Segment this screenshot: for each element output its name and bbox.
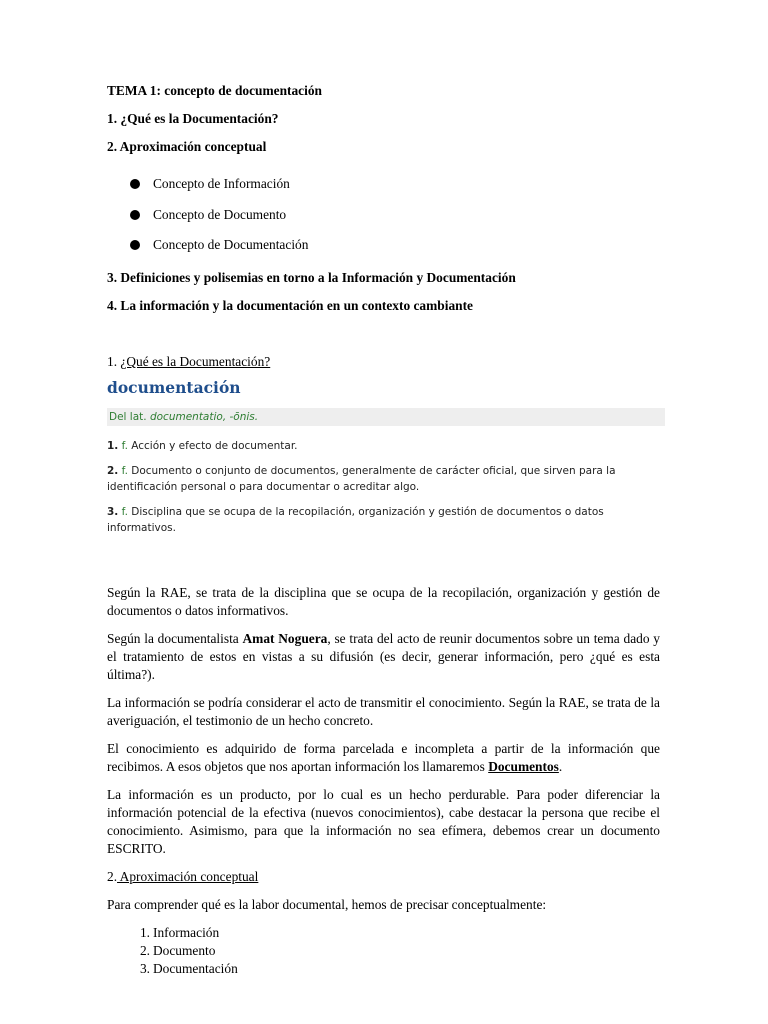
dictionary-sense <box>107 438 665 454</box>
paragraph-text: . <box>558 759 563 774</box>
author-name: Amat Noguera <box>242 631 328 646</box>
paragraph-producto: La información es un producto, por lo cual es un hecho perdurable. Para poder diferenciar la información potencial de la efectiva (nuevos conocimientos), cabe destacar la persona que recibe el conocimiento. Asimismo, para que la información no sea efímera, debemos crear un documento ESCRITO. <box>107 787 660 856</box>
sense-text: Acción y efecto de documentar. <box>131 440 298 452</box>
toc-item-2: 2. Aproximación conceptual <box>107 139 267 154</box>
bullet-text: Concepto de Documento <box>153 207 287 222</box>
sense-abbr: f. <box>118 465 132 477</box>
section-number: 1. <box>107 354 121 369</box>
etymology-prefix: Del lat. <box>109 411 150 423</box>
paragraph-rae: Según la RAE, se trata de la disciplina que se ocupa de la recopilación, organización y gestión de documentos o datos informativos. <box>107 585 660 618</box>
bullet-icon <box>130 210 140 220</box>
bullet-icon <box>130 240 140 250</box>
item-number: 1. <box>139 925 150 940</box>
sense-number: 3. <box>107 506 119 518</box>
toc-item-4: 4. La información y la documentación en un contexto cambiante <box>107 298 473 313</box>
sense-number: 1. <box>107 440 119 452</box>
section-1-heading <box>107 353 660 371</box>
dictionary-sense <box>107 463 665 495</box>
paragraph-conocimiento <box>107 740 660 776</box>
sense-abbr: f. <box>118 440 132 452</box>
toc-item-3: 3. Definiciones y polisemias en torno a la Información y Documentación <box>107 270 516 285</box>
paragraph-text: , se trata del acto de reunir documentos sobre un tema dado y el tratamiento de estos en vistas a su difusión (es decir, generar información, pero ¿qué es esta última?). <box>107 631 660 682</box>
section-2-heading <box>107 868 660 886</box>
bullet-text: Concepto de Información <box>153 176 290 191</box>
etymology-term: documentatio, -ōnis. <box>149 411 259 423</box>
paragraph-comprender: Para comprender qué es la labor documental, hemos de precisar conceptualmente: <box>107 897 547 912</box>
dictionary-etymology <box>107 408 665 426</box>
term-documentos: Documentos <box>488 759 559 774</box>
paragraph-amat <box>107 630 660 684</box>
paragraph-text: El conocimiento es adquirido de forma parcelada e incompleta a partir de la información que recibimos. A esos objetos que nos aportan información los llamaremos <box>107 741 660 774</box>
dictionary-entry-image <box>107 378 665 538</box>
sense-text: Disciplina que se ocupa de la recopilación, organización y gestión de documentos o datos informativos. <box>107 506 604 534</box>
bullet-text: Concepto de Documentación <box>153 237 309 252</box>
item-text: Documento <box>153 943 216 958</box>
item-number: 2. <box>139 943 150 958</box>
section-title: Aproximación conceptual <box>117 869 259 884</box>
doc-title: TEMA 1: concepto de documentación <box>107 83 322 98</box>
paragraph-informacion: La información se podría considerar el acto de transmitir el conocimiento. Según la RAE, se trata de la averiguación, el testimonio de un hecho concreto. <box>107 695 660 728</box>
dictionary-headword: documentación <box>107 378 241 397</box>
section-title: ¿Qué es la Documentación? <box>120 354 271 369</box>
sense-number: 2. <box>107 465 119 477</box>
item-text: Información <box>153 925 220 940</box>
toc-item-1: 1. ¿Qué es la Documentación? <box>107 111 279 126</box>
bullet-icon <box>130 179 140 189</box>
sense-text: Documento o conjunto de documentos, generalmente de carácter oficial, que sirven para la identificación personal o para documentar o acreditar algo. <box>107 465 616 493</box>
paragraph-text: Según la documentalista <box>107 631 243 646</box>
item-text: Documentación <box>153 961 238 976</box>
section-number: 2. <box>107 869 118 884</box>
sense-abbr: f. <box>118 506 132 518</box>
item-number: 3. <box>139 961 150 976</box>
dictionary-sense <box>107 504 665 536</box>
